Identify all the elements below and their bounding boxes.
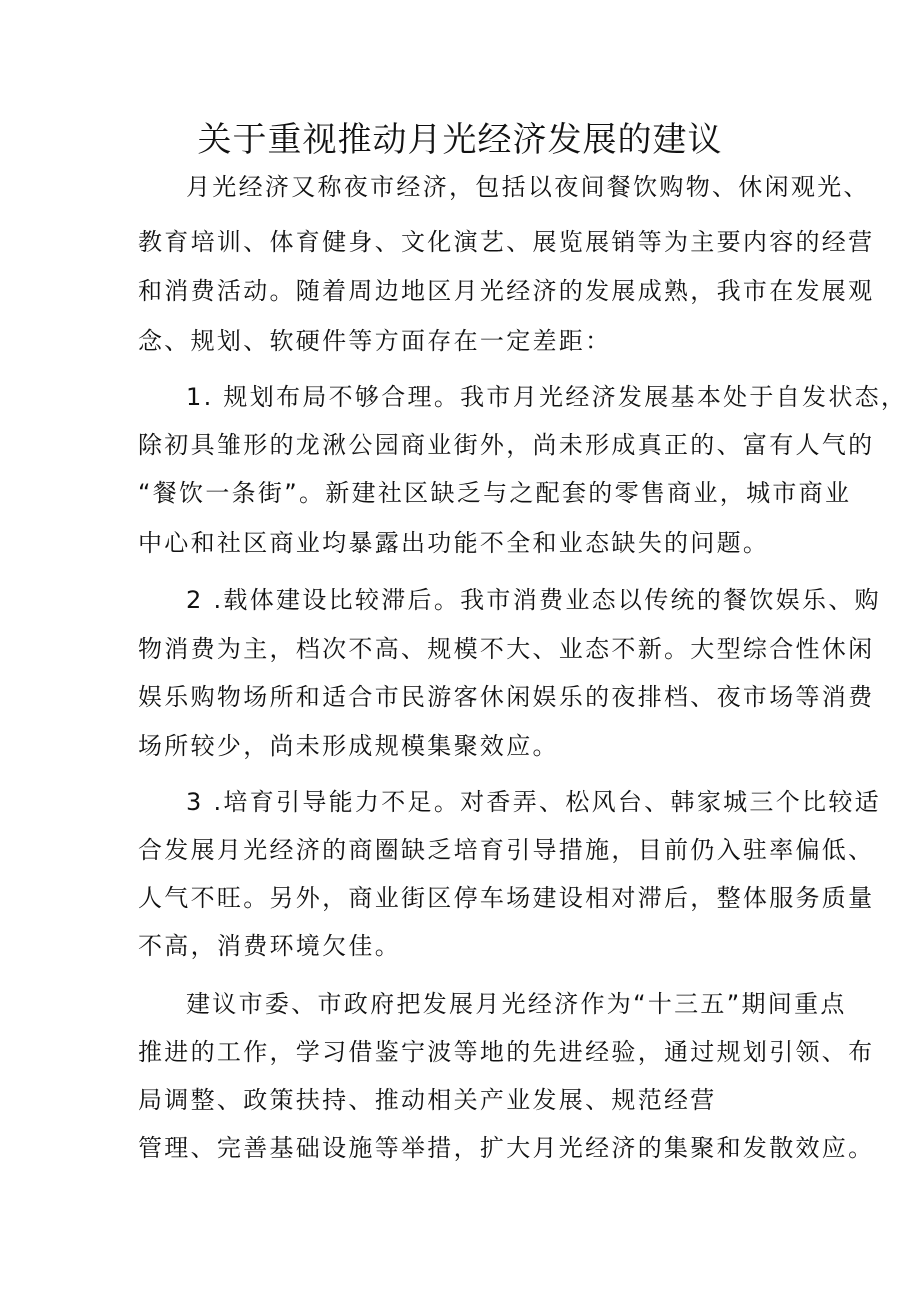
paragraph-3-line-4: 场所较少，尚未形成规模集聚效应。 xyxy=(138,732,559,760)
paragraph-3-line-3: 娱乐购物场所和适合市民游客休闲娱乐的夜排档、夜市场等消费 xyxy=(138,683,875,711)
document-title: 关于重视推动月光经济发展的建议 xyxy=(197,120,723,160)
paragraph-1-line-3: 和消费活动。随着周边地区月光经济的发展成熟，我市在发展观 xyxy=(138,277,875,305)
paragraph-4-line-3: 人气不旺。另外，商业街区停车场建设相对滞后，整体服务质量 xyxy=(138,884,875,912)
paragraph-5-line-3: 局调整、政策扶持、推动相关产业发展、规范经营 xyxy=(138,1086,717,1114)
paragraph-2-line-1: 1. 规划布局不够合理。我市月光经济发展基本处于自发状态， xyxy=(186,383,908,411)
paragraph-5-line-1: 建议市委、市政府把发展月光经济作为“十三五”期间重点 xyxy=(186,990,847,1018)
paragraph-3-line-2: 物消费为主，档次不高、规模不大、业态不新。大型综合性休闲 xyxy=(138,635,875,663)
paragraph-1-line-4: 念、规划、软硬件等方面存在一定差距： xyxy=(138,327,612,355)
paragraph-4-line-2: 合发展月光经济的商圈缺乏培育引导措施，目前仍入驻率偏低、 xyxy=(138,836,875,864)
paragraph-3-line-1: 2 .载体建设比较滞后。我市消费业态以传统的餐饮娱乐、购 xyxy=(186,586,881,614)
paragraph-2-line-4: 中心和社区商业均暴露出功能不全和业态缺失的问题。 xyxy=(138,529,770,557)
paragraph-1-line-1: 月光经济又称夜市经济，包括以夜间餐饮购物、休闲观光、 xyxy=(186,173,870,201)
paragraph-5-line-4: 管理、完善基础设施等举措，扩大月光经济的集聚和发散效应。 xyxy=(138,1134,875,1162)
paragraph-5-line-2: 推进的工作，学习借鉴宁波等地的先进经验，通过规划引领、布 xyxy=(138,1038,875,1066)
paragraph-2-line-3: “餐饮一条街”。新建社区缺乏与之配套的零售商业，城市商业 xyxy=(138,479,852,507)
paragraph-4-line-1: 3 .培育引导能力不足。对香弄、松风台、韩家城三个比较适 xyxy=(186,788,881,816)
paragraph-4-line-4: 不高，消费环境欠佳。 xyxy=(138,932,401,960)
paragraph-2-line-2: 除初具雏形的龙湫公园商业街外，尚未形成真正的、富有人气的 xyxy=(138,431,875,459)
paragraph-1-line-2: 教育培训、体育健身、文化演艺、展览展销等为主要内容的经营 xyxy=(138,228,875,256)
